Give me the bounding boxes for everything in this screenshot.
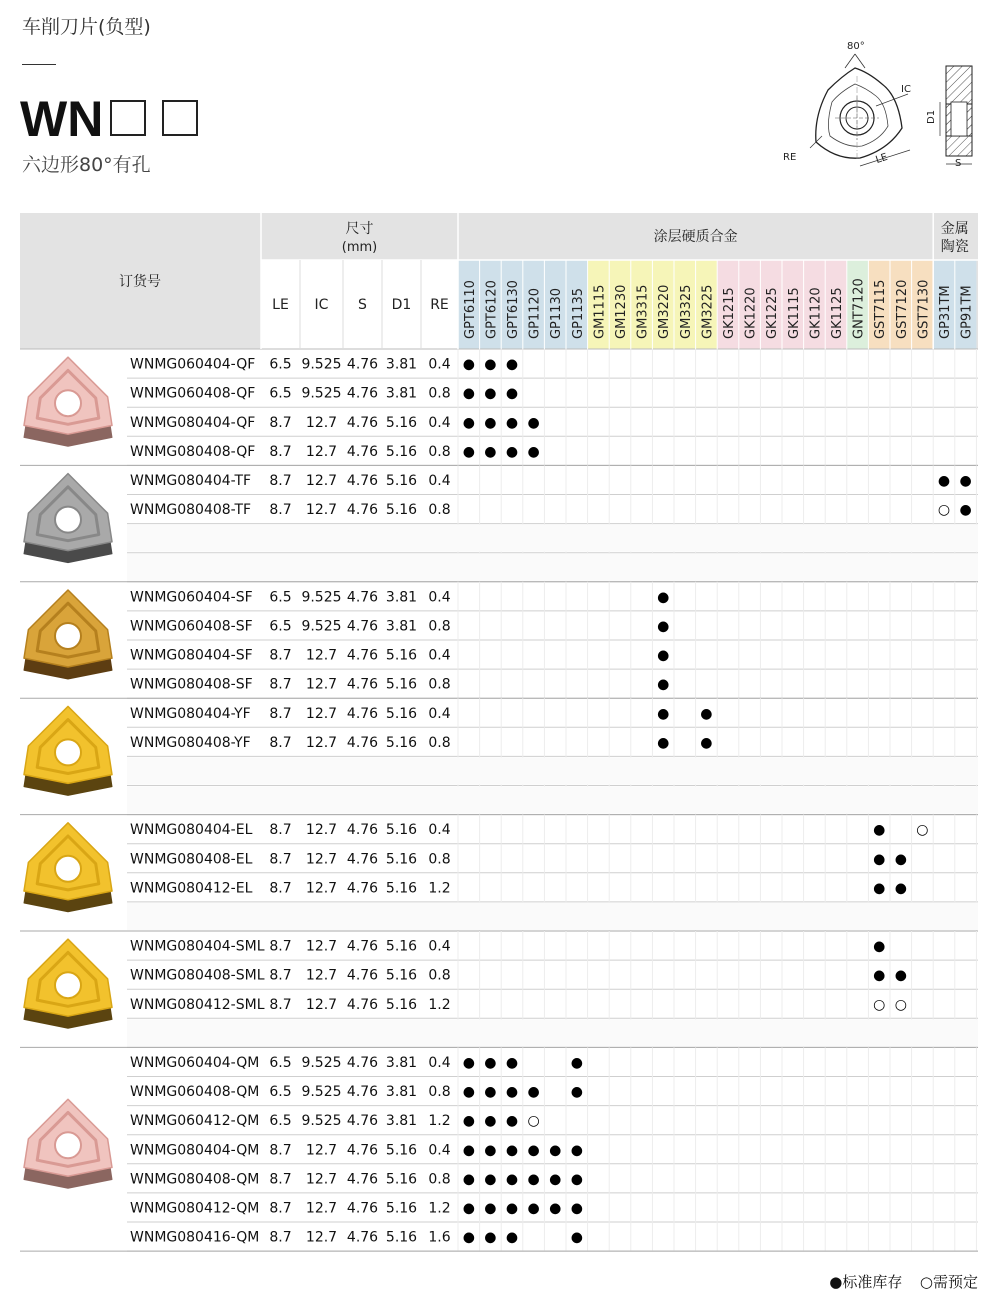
grade-header-GK1125: GK1125 — [830, 287, 845, 339]
re-label: RE — [783, 152, 797, 163]
dim-value-s: 4.76 — [346, 822, 379, 839]
dim-value-le: 6.5 — [269, 385, 292, 402]
dim-value-re: 0.4 — [428, 414, 451, 431]
le-label: LE — [874, 151, 890, 166]
dim-value-le: 8.7 — [269, 1142, 292, 1159]
dim-value-ic: 12.7 — [305, 443, 338, 460]
availability-mark: ● — [462, 356, 475, 373]
grade-header-GM3220: GM3220 — [657, 284, 673, 339]
availability-mark: ● — [484, 1054, 497, 1071]
dim-value-d1: 5.16 — [385, 472, 418, 489]
availability-mark: ● — [570, 1229, 583, 1246]
dim-value-le: 8.7 — [269, 414, 292, 431]
availability-mark: ● — [959, 502, 972, 519]
dim-value-ic: 12.7 — [305, 822, 338, 839]
dim-value-s: 4.76 — [346, 967, 379, 984]
dim-value-le: 8.7 — [269, 1171, 292, 1188]
availability-mark: ● — [505, 1200, 519, 1217]
dim-value-le: 8.7 — [269, 851, 292, 868]
dim-value-le: 8.7 — [269, 822, 292, 839]
dim-value-ic: 12.7 — [305, 1171, 338, 1188]
insert-hole — [55, 1132, 81, 1158]
dim-value-re: 0.8 — [428, 1084, 451, 1101]
ic-label: IC — [901, 84, 911, 95]
insert-hole — [55, 507, 81, 533]
dim-value-re: 0.4 — [428, 647, 451, 664]
dim-header-d1: D1 — [391, 297, 412, 313]
availability-mark: ● — [462, 1113, 475, 1130]
dim-value-ic: 9.525 — [301, 618, 342, 635]
dim-value-le: 6.5 — [269, 356, 292, 373]
dim-value-d1: 5.16 — [385, 414, 418, 431]
grade-header-GP91TM: GP91TM — [959, 285, 975, 339]
dim-value-s: 4.76 — [346, 734, 379, 751]
dim-value-d1: 3.81 — [385, 1054, 418, 1071]
availability-mark: ● — [484, 356, 497, 373]
grade-header-GPT6110: GPT6110 — [462, 280, 478, 339]
dim-value-re: 0.8 — [428, 502, 451, 519]
dim-value-le: 6.5 — [269, 1054, 292, 1071]
dim-value-s: 4.76 — [346, 1113, 379, 1130]
availability-mark: ● — [873, 938, 886, 955]
availability-mark: ● — [505, 1142, 519, 1159]
dim-value-ic: 12.7 — [305, 880, 338, 897]
availability-mark: ● — [549, 1171, 562, 1188]
dim-value-s: 4.76 — [346, 443, 379, 460]
dim-value-re: 0.8 — [428, 443, 451, 460]
order-code: WNMG080412-SML — [130, 996, 265, 1013]
dim-value-ic: 12.7 — [305, 1200, 338, 1217]
dim-value-d1: 5.16 — [385, 938, 418, 955]
availability-mark: ● — [657, 734, 670, 751]
dim-value-re: 0.4 — [428, 705, 451, 722]
availability-mark: ● — [894, 851, 907, 868]
order-header: 订货号 — [119, 274, 161, 290]
grade-header-GP1130: GP1130 — [549, 288, 565, 339]
dim-value-d1: 5.16 — [385, 1171, 418, 1188]
dim-value-le: 8.7 — [269, 1200, 292, 1217]
empty-row — [127, 525, 978, 552]
dim-value-ic: 12.7 — [305, 851, 338, 868]
dim-value-ic: 12.7 — [305, 676, 338, 693]
dim-value-s: 4.76 — [346, 1200, 379, 1217]
dim-value-ic: 12.7 — [305, 647, 338, 664]
dim-value-re: 0.4 — [428, 1142, 451, 1159]
dim-value-d1: 5.16 — [385, 1142, 418, 1159]
dim-value-ic: 12.7 — [305, 472, 338, 489]
grade-header-GK1225: GK1225 — [765, 287, 781, 339]
availability-mark: ○ — [873, 996, 886, 1013]
order-code: WNMG080408-QM — [130, 1171, 260, 1188]
grade-header-GST7130: GST7130 — [916, 279, 932, 339]
dim-header-ic: IC — [314, 297, 329, 313]
dim-header-s: S — [358, 297, 367, 313]
availability-mark: ● — [873, 851, 886, 868]
dim-value-le: 8.7 — [269, 647, 292, 664]
order-code: WNMG060404-SF — [130, 589, 253, 606]
dim-value-re: 0.8 — [428, 851, 451, 868]
insert-hole — [55, 623, 81, 649]
dims-unit: (mm) — [341, 240, 378, 255]
dim-value-le: 8.7 — [269, 967, 292, 984]
dim-value-re: 1.2 — [428, 996, 451, 1013]
grade-header-GK1120: GK1120 — [808, 287, 824, 339]
grade-header-GK1115: GK1115 — [786, 287, 802, 339]
availability-mark: ● — [570, 1171, 583, 1188]
dim-value-s: 4.76 — [346, 356, 379, 373]
dim-value-ic: 12.7 — [305, 502, 338, 519]
dim-value-d1: 5.16 — [385, 967, 418, 984]
availability-mark: ● — [484, 1200, 497, 1217]
availability-mark: ● — [484, 1171, 497, 1188]
dim-value-d1: 5.16 — [385, 443, 418, 460]
dim-value-le: 8.7 — [269, 676, 292, 693]
availability-mark: ● — [462, 385, 475, 402]
dim-value-d1: 5.16 — [385, 1200, 418, 1217]
coating-header: 涂层硬质合金 — [653, 229, 738, 245]
dim-value-s: 4.76 — [346, 938, 379, 955]
empty-row — [127, 787, 978, 814]
product-table — [20, 213, 978, 1255]
insert-hole — [55, 972, 81, 998]
availability-mark: ● — [894, 880, 907, 897]
availability-mark: ● — [462, 1200, 475, 1217]
availability-mark: ● — [505, 1229, 519, 1246]
dim-value-ic: 12.7 — [305, 734, 338, 751]
availability-mark: ● — [700, 734, 713, 751]
availability-mark: ● — [570, 1142, 583, 1159]
dim-value-le: 6.5 — [269, 589, 292, 606]
dim-header-le: LE — [272, 297, 289, 313]
cermet-header-line1: 金属 — [940, 221, 969, 237]
dim-value-d1: 5.16 — [385, 734, 418, 751]
availability-mark: ○ — [937, 502, 951, 519]
availability-mark: ● — [700, 705, 713, 722]
grade-header-GP1120: GP1120 — [527, 288, 543, 339]
dim-value-le: 6.5 — [269, 618, 292, 635]
order-code: WNMG060412-QM — [130, 1113, 260, 1130]
dim-value-le: 8.7 — [269, 472, 292, 489]
availability-mark: ● — [527, 1084, 540, 1101]
dim-value-ic: 12.7 — [305, 414, 338, 431]
grade-header-GST7115: GST7115 — [873, 279, 889, 339]
s-label: S — [955, 158, 962, 169]
order-code: WNMG080416-QM — [130, 1229, 260, 1246]
order-code: WNMG060408-SF — [130, 618, 253, 635]
availability-mark: ● — [505, 1054, 519, 1071]
order-code: WNMG080404-SF — [130, 647, 253, 664]
dim-value-s: 4.76 — [346, 472, 379, 489]
dim-value-ic: 12.7 — [305, 996, 338, 1013]
availability-mark: ● — [462, 1229, 475, 1246]
dim-value-re: 0.4 — [428, 938, 451, 955]
dims-header: 尺寸 — [345, 221, 374, 237]
order-code: WNMG060408-QF — [130, 385, 256, 402]
availability-mark: ● — [570, 1084, 583, 1101]
grade-header-GST7120: GST7120 — [894, 279, 910, 339]
availability-mark: ● — [894, 967, 907, 984]
dim-value-d1: 5.16 — [385, 705, 418, 722]
availability-mark: ● — [484, 414, 497, 431]
dim-value-le: 6.5 — [269, 1113, 292, 1130]
insert-hole — [55, 856, 81, 882]
availability-mark: ● — [505, 1084, 519, 1101]
insert-diagram — [780, 36, 980, 171]
dim-value-ic: 9.525 — [301, 385, 342, 402]
dim-value-d1: 3.81 — [385, 589, 418, 606]
availability-mark: ● — [527, 1142, 540, 1159]
availability-mark: ● — [873, 822, 886, 839]
dim-value-s: 4.76 — [346, 647, 379, 664]
dim-value-s: 4.76 — [346, 1142, 379, 1159]
order-code: WNMG080408-SML — [130, 967, 265, 984]
grade-header-GPT6120: GPT6120 — [484, 280, 500, 339]
availability-mark: ● — [657, 705, 670, 722]
availability-mark: ● — [657, 618, 670, 635]
dim-value-d1: 3.81 — [385, 618, 418, 635]
availability-mark: ● — [657, 589, 670, 606]
availability-mark: ● — [873, 880, 886, 897]
dim-value-le: 8.7 — [269, 734, 292, 751]
order-code: WNMG080408-TF — [130, 502, 252, 519]
dim-value-ic: 9.525 — [301, 1054, 342, 1071]
dim-value-le: 8.7 — [269, 705, 292, 722]
code-placeholder-box-1 — [110, 100, 146, 136]
dim-value-d1: 5.16 — [385, 502, 418, 519]
dim-value-ic: 9.525 — [301, 589, 342, 606]
availability-mark: ○ — [916, 822, 929, 839]
dim-value-re: 0.8 — [428, 734, 451, 751]
availability-mark: ● — [505, 414, 519, 431]
dim-value-re: 0.4 — [428, 356, 451, 373]
dim-value-d1: 5.16 — [385, 880, 418, 897]
grade-header-GPT6130: GPT6130 — [506, 280, 521, 339]
availability-mark: ● — [462, 1171, 475, 1188]
dim-value-s: 4.76 — [346, 676, 379, 693]
insert-hole — [55, 739, 81, 765]
grade-header-GP1135: GP1135 — [570, 288, 586, 339]
dim-value-ic: 9.525 — [301, 1113, 342, 1130]
dim-value-s: 4.76 — [346, 880, 379, 897]
dim-value-d1: 5.16 — [385, 996, 418, 1013]
empty-row — [127, 554, 978, 581]
availability-mark: ● — [570, 1054, 583, 1071]
dim-value-d1: 3.81 — [385, 1113, 418, 1130]
grade-header-GM3225: GM3225 — [700, 284, 716, 339]
dim-value-ic: 12.7 — [305, 1229, 338, 1246]
availability-mark: ● — [505, 1171, 519, 1188]
availability-mark: ● — [549, 1200, 562, 1217]
order-code: WNMG080404-QF — [130, 414, 256, 431]
availability-mark: ● — [505, 385, 519, 402]
dim-header-re: RE — [430, 297, 449, 313]
dim-value-re: 0.8 — [428, 967, 451, 984]
availability-mark: ● — [505, 1113, 519, 1130]
dim-value-d1: 5.16 — [385, 676, 418, 693]
dim-value-s: 4.76 — [346, 385, 379, 402]
code-placeholder-box-2 — [162, 100, 198, 136]
angle-label: 80° — [847, 41, 865, 52]
dim-value-le: 8.7 — [269, 443, 292, 460]
dim-value-le: 8.7 — [269, 502, 292, 519]
availability-mark: ● — [937, 472, 951, 489]
dim-value-ic: 12.7 — [305, 705, 338, 722]
dim-value-re: 1.2 — [428, 880, 451, 897]
availability-mark: ● — [462, 1054, 475, 1071]
order-code: WNMG060408-QM — [130, 1084, 260, 1101]
dim-value-s: 4.76 — [346, 414, 379, 431]
availability-mark: ● — [959, 472, 972, 489]
availability-mark: ● — [484, 1113, 497, 1130]
availability-mark: ● — [484, 1084, 497, 1101]
order-code: WNMG060404-QF — [130, 356, 256, 373]
dim-value-re: 0.8 — [428, 676, 451, 693]
dim-value-d1: 3.81 — [385, 1084, 418, 1101]
dim-value-re: 0.4 — [428, 472, 451, 489]
dim-value-s: 4.76 — [346, 502, 379, 519]
availability-mark: ● — [570, 1200, 583, 1217]
availability-mark: ● — [657, 676, 670, 693]
dim-value-re: 1.2 — [428, 1113, 451, 1130]
order-code: WNMG080404-YF — [130, 705, 251, 722]
order-code: WNMG080408-SF — [130, 676, 253, 693]
dim-value-s: 4.76 — [346, 1229, 379, 1246]
dim-value-d1: 3.81 — [385, 385, 418, 402]
availability-mark: ● — [873, 967, 886, 984]
dim-value-le: 8.7 — [269, 938, 292, 955]
grade-header-GP31TM: GP31TM — [938, 285, 953, 339]
category-title: 车削刀片(负型) — [22, 16, 151, 38]
order-code: WNMG060404-QM — [130, 1054, 260, 1071]
availability-mark: ● — [462, 414, 475, 431]
dim-value-s: 4.76 — [346, 1084, 379, 1101]
dim-value-re: 0.8 — [428, 618, 451, 635]
order-code: WNMG080404-SML — [130, 938, 265, 955]
order-code: WNMG080404-QM — [130, 1142, 260, 1159]
availability-mark: ● — [657, 647, 670, 664]
dim-value-ic: 12.7 — [305, 1142, 338, 1159]
dim-value-d1: 3.81 — [385, 356, 418, 373]
grade-header-GK1215: GK1215 — [722, 287, 737, 339]
dim-value-re: 1.6 — [428, 1229, 451, 1246]
order-code: WNMG080408-YF — [130, 734, 251, 751]
dim-value-re: 0.4 — [428, 589, 451, 606]
availability-mark: ○ — [894, 996, 907, 1013]
grade-header-GM1230: GM1230 — [614, 284, 629, 339]
grade-header-GM1115: GM1115 — [592, 284, 608, 339]
order-code: WNMG080408-EL — [130, 851, 253, 868]
d1-label: D1 — [926, 109, 937, 124]
dim-value-s: 4.76 — [346, 618, 379, 635]
product-code: WN — [20, 91, 104, 147]
dim-value-ic: 9.525 — [301, 1084, 342, 1101]
availability-mark: ● — [484, 443, 497, 460]
grade-header-GK1220: GK1220 — [743, 287, 759, 339]
grade-header-GM3325: GM3325 — [678, 284, 694, 339]
availability-mark: ● — [527, 1200, 540, 1217]
dim-value-le: 8.7 — [269, 996, 292, 1013]
dim-value-re: 1.2 — [428, 1200, 451, 1217]
cermet-header-line2: 陶瓷 — [940, 239, 969, 255]
dim-value-re: 0.4 — [428, 822, 451, 839]
dim-value-ic: 12.7 — [305, 938, 338, 955]
dim-value-d1: 5.16 — [385, 851, 418, 868]
dim-value-s: 4.76 — [346, 851, 379, 868]
dim-value-le: 8.7 — [269, 880, 292, 897]
availability-mark: ● — [505, 443, 519, 460]
dim-value-le: 6.5 — [269, 1084, 292, 1101]
dim-value-s: 4.76 — [346, 589, 379, 606]
empty-row — [127, 1019, 978, 1046]
availability-mark: ● — [462, 1142, 475, 1159]
legend-order: ○需预定 — [919, 1273, 978, 1291]
legend-stock: ●标准库存 — [829, 1273, 903, 1291]
dim-value-d1: 5.16 — [385, 1229, 418, 1246]
order-code: WNMG080412-QM — [130, 1200, 260, 1217]
availability-mark: ● — [484, 385, 497, 402]
product-subtitle: 六边形80°有孔 — [22, 154, 151, 176]
order-code: WNMG080408-QF — [130, 443, 256, 460]
dim-value-ic: 12.7 — [305, 967, 338, 984]
availability-mark: ● — [549, 1142, 562, 1159]
availability-mark: ● — [484, 1229, 497, 1246]
insert-hole — [55, 390, 81, 416]
dim-value-le: 8.7 — [269, 1229, 292, 1246]
availability-mark: ● — [462, 1084, 475, 1101]
dim-value-s: 4.76 — [346, 705, 379, 722]
availability-mark: ○ — [527, 1113, 540, 1130]
title-rule — [22, 64, 56, 65]
availability-mark: ● — [462, 443, 475, 460]
availability-mark: ● — [484, 1142, 497, 1159]
availability-mark: ● — [527, 414, 540, 431]
dim-value-s: 4.76 — [346, 996, 379, 1013]
dim-value-re: 0.4 — [428, 1054, 451, 1071]
legend — [829, 1271, 978, 1292]
empty-row — [127, 757, 978, 784]
dim-value-re: 0.8 — [428, 385, 451, 402]
grade-header-GNT7120: GNT7120 — [851, 278, 867, 339]
dim-value-ic: 9.525 — [301, 356, 342, 373]
dim-value-re: 0.8 — [428, 1171, 451, 1188]
availability-mark: ● — [527, 1171, 540, 1188]
order-code: WNMG080412-EL — [130, 880, 253, 897]
grade-header-GM3315: GM3315 — [635, 284, 651, 339]
dim-value-s: 4.76 — [346, 1171, 379, 1188]
order-code: WNMG080404-TF — [130, 472, 252, 489]
empty-row — [127, 903, 978, 930]
availability-mark: ● — [505, 356, 519, 373]
dim-value-d1: 5.16 — [385, 647, 418, 664]
dim-value-d1: 5.16 — [385, 822, 418, 839]
availability-mark: ● — [527, 443, 540, 460]
dim-value-s: 4.76 — [346, 1054, 379, 1071]
order-code: WNMG080404-EL — [130, 822, 253, 839]
